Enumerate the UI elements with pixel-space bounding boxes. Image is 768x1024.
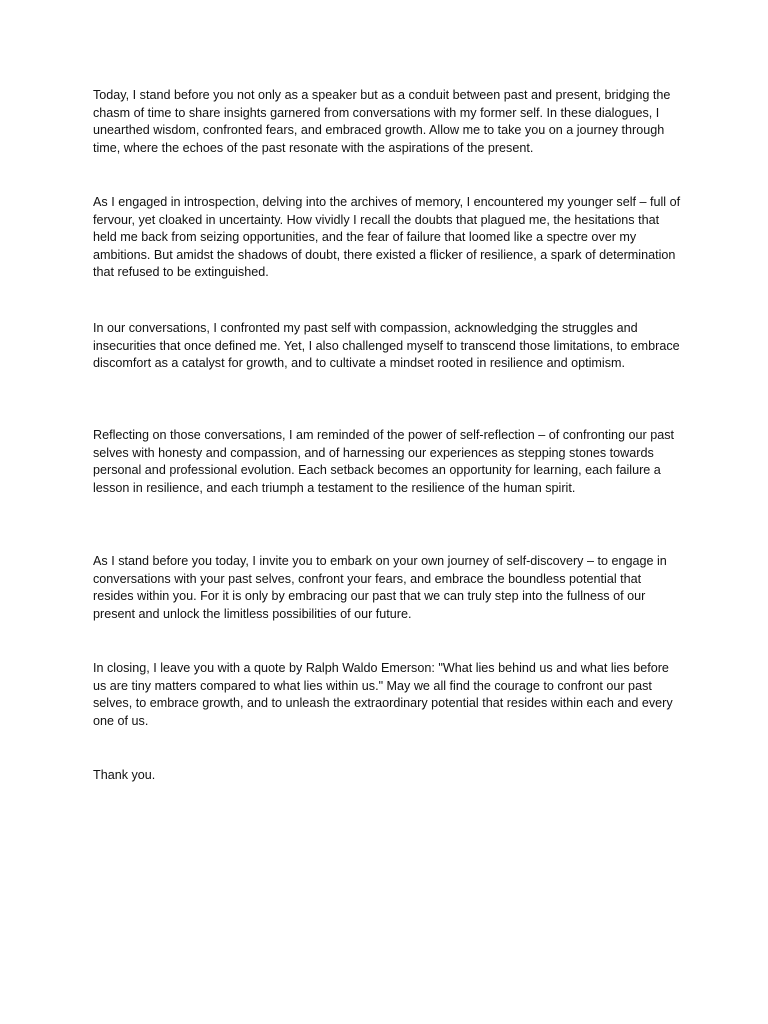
paragraph-introspection: As I engaged in introspection, delving into the archives of memory, I encountered my younger self – full of fervour, yet cloaked in uncertainty. How vividly I recall the doubts that plagued me, the hesitations that held me back from seizing opportunities, and the fear of failure that loomed like a spectre over my ambitions. But amidst the shadows of doubt, there existed a flicker of resilience, a spark of determination that refused to be extinguished.: [93, 195, 681, 280]
paragraph-introduction: Today, I stand before you not only as a speaker but as a conduit between past and present, bridging the chasm of time to share insights garnered from conversations with my former self. In these dialogues, I unearthed wisdom, confronted fears, and embraced growth. Allow me to take you on a journey through time, where the echoes of the past resonate with the aspirations of the present.: [93, 88, 671, 155]
paragraph-invitation: As I stand before you today, I invite you to embark on your own journey of self-discovery – to engage in conversations with your past selves, confront your fears, and embrace the boundless potential that resides within you. For it is only by embracing our past that we can truly step into the fullness of our present and unlock the limitless possibilities of our future.: [93, 554, 667, 621]
paragraph-reflection: Reflecting on those conversations, I am reminded of the power of self-reflection – of confronting our past selves with honesty and compassion, and of harnessing our experiences as stepping stones towards personal and professional evolution. Each setback becomes an opportunity for learning, each failure a lesson in resilience, and each triumph a testament to the resilience of the human spirit.: [93, 428, 675, 495]
paragraph-closing: In closing, I leave you with a quote by Ralph Waldo Emerson: "What lies behind us and what lies before us are tiny matters compared to what lies within us." May we all find the courage to confront our past selves, to embrace growth, and to unleash the extraordinary potential that resides within each and every one of us.: [93, 661, 673, 728]
paragraph-conversations: In our conversations, I confronted my past self with compassion, acknowledging the struggles and insecurities that once defined me. Yet, I also challenged myself to transcend those limitations, to embrace discomfort as a catalyst for growth, and to cultivate a mindset rooted in resilience and optimism.: [93, 321, 680, 371]
paragraph-thank-you: Thank you.: [93, 768, 156, 782]
